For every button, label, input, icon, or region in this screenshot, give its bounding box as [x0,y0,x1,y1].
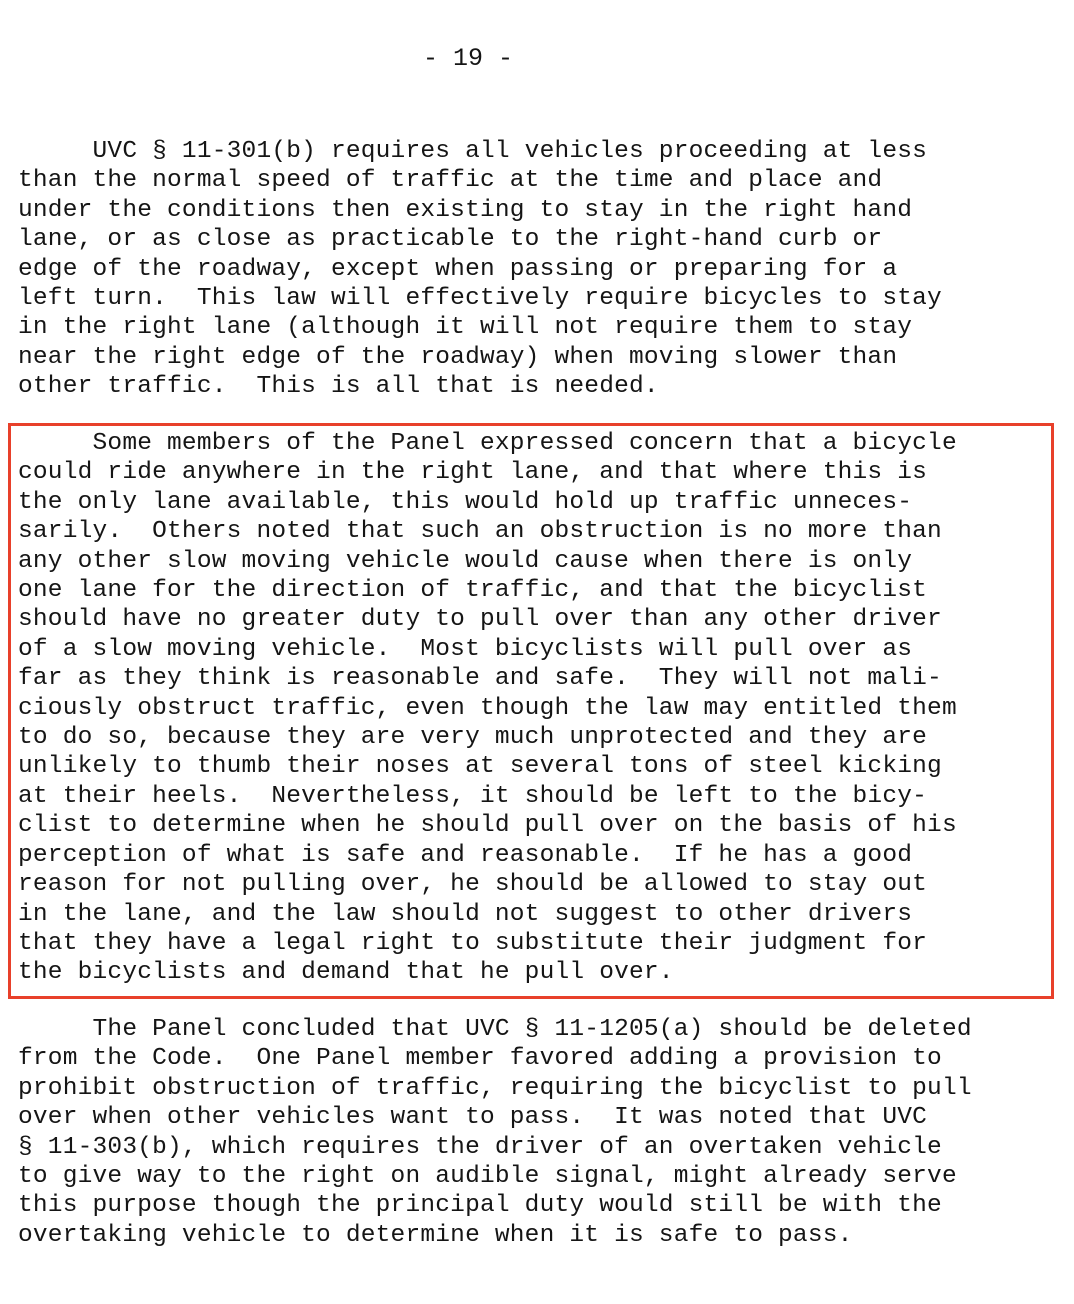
text-line: edge of the roadway, except when passing or preparing for a [18,255,898,283]
text-line: perception of what is safe and reasonable. If he has a good [18,841,913,869]
text-line: in the right lane (although it will not require them to stay [18,314,913,342]
text-line: other traffic. This is all that is needed. [18,373,659,401]
page-number: - 19 - [422,44,513,73]
text-line: should have no greater duty to pull over than any other driver [18,606,942,634]
text-line: clist to determine when he should pull over on the basis of his [18,812,957,840]
text-line: far as they think is reasonable and safe. They will not mali- [18,665,942,693]
text-line: could ride anywhere in the right lane, and that where this is [18,459,928,487]
text-line: that they have a legal right to substitute their judgment for [18,929,928,957]
text-line: one lane for the direction of traffic, and that the bicyclist [18,577,928,605]
paragraph-uvc-11-301 [18,137,942,402]
text-line: ciously obstruct traffic, even though the law may entitled them [18,694,957,722]
text-line: under the conditions then existing to stay in the right hand [18,196,913,224]
text-line: lane, or as close as practicable to the right-hand curb or [18,226,883,254]
text-line: in the lane, and the law should not suggest to other drivers [18,900,913,928]
text-line: sarily. Others noted that such an obstruction is no more than [18,518,942,546]
text-line: unlikely to thumb their noses at several tons of steel kicking [18,753,942,781]
text-line: § 11-303(b), which requires the driver of an overtaken vehicle [18,1133,942,1161]
text-line: prohibit obstruction of traffic, requiring the bicyclist to pull [18,1074,972,1102]
text-line: to give way to the right on audible signal, might already serve [18,1163,957,1191]
text-line: The Panel concluded that UVC § 11-1205(a) should be deleted [18,1016,972,1043]
text-line: to do so, because they are very much unprotected and they are [18,724,928,752]
text-line: over when other vehicles want to pass. It was noted that UVC [18,1104,928,1132]
text-line: than the normal speed of traffic at the time and place and [18,167,883,195]
text-line: UVC § 11-301(b) requires all vehicles proceeding at less [18,138,928,165]
text-line: left turn. This law will effectively require bicycles to stay [18,285,942,313]
text-line: overtaking vehicle to determine when it is safe to pass. [18,1221,853,1249]
text-line: at their heels. Nevertheless, it should be left to the bicy- [18,782,928,810]
text-line: Some members of the Panel expressed concern that a bicycle [18,430,957,457]
text-line: near the right edge of the roadway) when moving slower than [18,343,898,371]
paragraph-panel-conclusion [18,1015,972,1250]
text-line: the only lane available, this would hold up traffic unneces- [18,488,913,516]
text-line: this purpose though the principal duty would still be with the [18,1192,942,1220]
text-line: of a slow moving vehicle. Most bicyclists will pull over as [18,635,913,663]
text-line: the bicyclists and demand that he pull over. [18,959,674,987]
text-line: from the Code. One Panel member favored adding a provision to [18,1045,942,1073]
text-line: any other slow moving vehicle would cause when there is only [18,547,913,575]
paragraph-panel-concern [18,429,957,988]
text-line: reason for not pulling over, he should be allowed to stay out [18,871,928,899]
